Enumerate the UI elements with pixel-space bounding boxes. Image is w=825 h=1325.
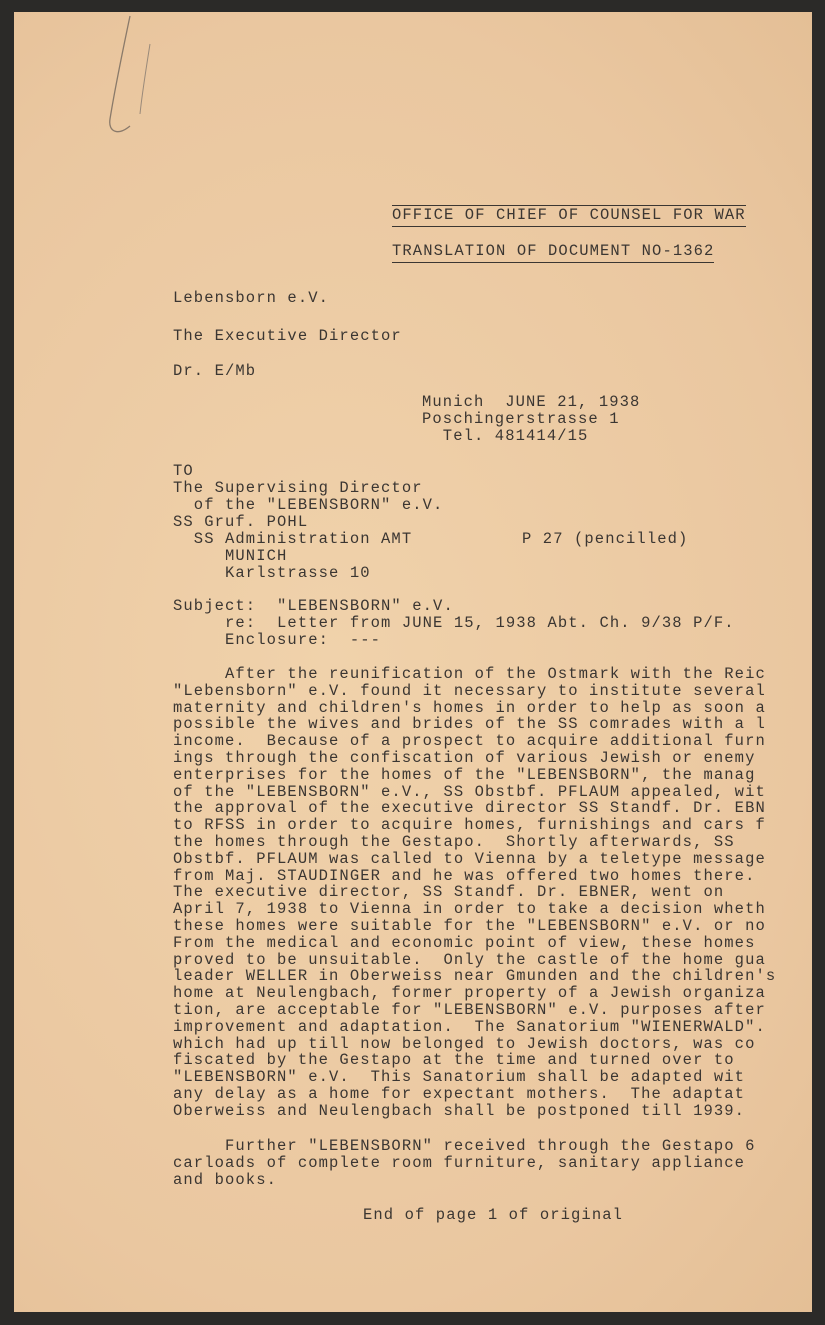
text-line: Karlstrasse 10	[173, 564, 371, 582]
text-line: the homes through the Gestapo. Shortly afterwards, SS	[173, 832, 735, 851]
text-line: Oberweiss and Neulengbach shall be postponed till 1939.	[173, 1101, 746, 1120]
text-line: and books.	[173, 1170, 278, 1189]
text-line: ings through the confiscation of various Jewish or enemy	[173, 748, 756, 767]
place-date	[422, 394, 640, 445]
text-line: "LEBENSBORN" e.V. This Sanatorium shall be adapted wit	[173, 1068, 746, 1087]
sender-title: The Executive Director	[173, 327, 402, 345]
text-line: which had up till now belonged to Jewish doctors, was co	[173, 1034, 756, 1053]
text-line: leader WELLER in Oberweiss near Gmunden and the children's	[173, 967, 777, 986]
text-line: "Lebensborn" e.V. found it necessary to institute several	[173, 681, 766, 700]
text-line: maternity and children's homes in order to help as soon a	[173, 698, 766, 717]
text-line: Poschingerstrasse 1	[422, 410, 620, 428]
text-line: Further "LEBENSBORN" received through the Gestapo 6	[173, 1137, 756, 1155]
text-line: MUNICH	[173, 547, 288, 565]
text-line: The Supervising Director	[173, 479, 423, 497]
text-line: Tel. 481414/15	[422, 427, 589, 445]
text-line: Subject: "LEBENSBORN" e.V.	[173, 597, 454, 615]
sender-ref: Dr. E/Mb	[173, 362, 257, 380]
text-line: from Maj. STAUDINGER and he was offered two homes there.	[173, 866, 756, 885]
text-line: SS Administration AMT	[173, 530, 413, 548]
text-line: home at Neulengbach, former property of a Jewish organiza	[173, 984, 766, 1003]
header-translation: TRANSLATION OF DOCUMENT NO-1362	[392, 243, 714, 260]
text-line: Obstbf. PFLAUM was called to Vienna by a teletype message	[173, 849, 766, 868]
sender-org: Lebensborn e.V.	[173, 289, 330, 307]
text-line: fiscated by the Gestapo at the time and turned over to	[173, 1051, 735, 1070]
text-line: the approval of the executive director SS Standf. Dr. EBN	[173, 799, 766, 818]
text-line: Munich JUNE 21, 1938	[422, 393, 641, 411]
text-line: From the medical and economic point of view, these homes	[173, 933, 756, 952]
text-line: possible the wives and brides of the SS comrades with a l	[173, 715, 766, 734]
text-line: income. Because of a prospect to acquire additional furn	[173, 732, 766, 751]
body-paragraph-2	[173, 1138, 755, 1188]
recipient-block	[173, 463, 443, 582]
text-line: SS Gruf. POHL	[173, 513, 309, 531]
text-line: After the reunification of the Ostmark with the Reic	[173, 665, 766, 683]
text-line: re: Letter from JUNE 15, 1938 Abt. Ch. 9/38 P/F.	[173, 614, 735, 632]
pencil-mark	[100, 14, 160, 144]
text-line: April 7, 1938 to Vienna in order to take a decision wheth	[173, 900, 766, 919]
text-line: any delay as a home for expectant mothers. The adaptat	[173, 1084, 746, 1103]
body-paragraph-1	[173, 666, 776, 1120]
text-line: improvement and adaptation. The Sanatorium "WIENERWALD".	[173, 1017, 766, 1036]
text-line: of the "LEBENSBORN" e.V.	[173, 496, 444, 514]
footer-note: End of page 1 of original	[363, 1206, 624, 1224]
text-line: proved to be unsuitable. Only the castle of the home gua	[173, 950, 766, 969]
text-line: carloads of complete room furniture, sanitary appliance	[173, 1153, 746, 1172]
text-line: these homes were suitable for the "LEBENSBORN" e.V. or no	[173, 916, 766, 935]
text-line: to RFSS in order to acquire homes, furnishings and cars f	[173, 816, 766, 835]
text-line: of the "LEBENSBORN" e.V., SS Obstbf. PFLAUM appealed, wit	[173, 782, 766, 801]
subject-block	[173, 598, 735, 649]
text-line: The executive director, SS Standf. Dr. EBNER, went on	[173, 883, 725, 902]
text-line: Enclosure: ---	[173, 631, 382, 649]
text-line: tion, are acceptable for "LEBENSBORN" e.V. purposes after	[173, 1000, 766, 1019]
text-line: TO	[173, 462, 194, 480]
pencil-note: P 27 (pencilled)	[522, 530, 689, 548]
text-line: enterprises for the homes of the "LEBENSBORN", the manag	[173, 765, 756, 784]
header-office: OFFICE OF CHIEF OF COUNSEL FOR WAR	[392, 207, 746, 224]
